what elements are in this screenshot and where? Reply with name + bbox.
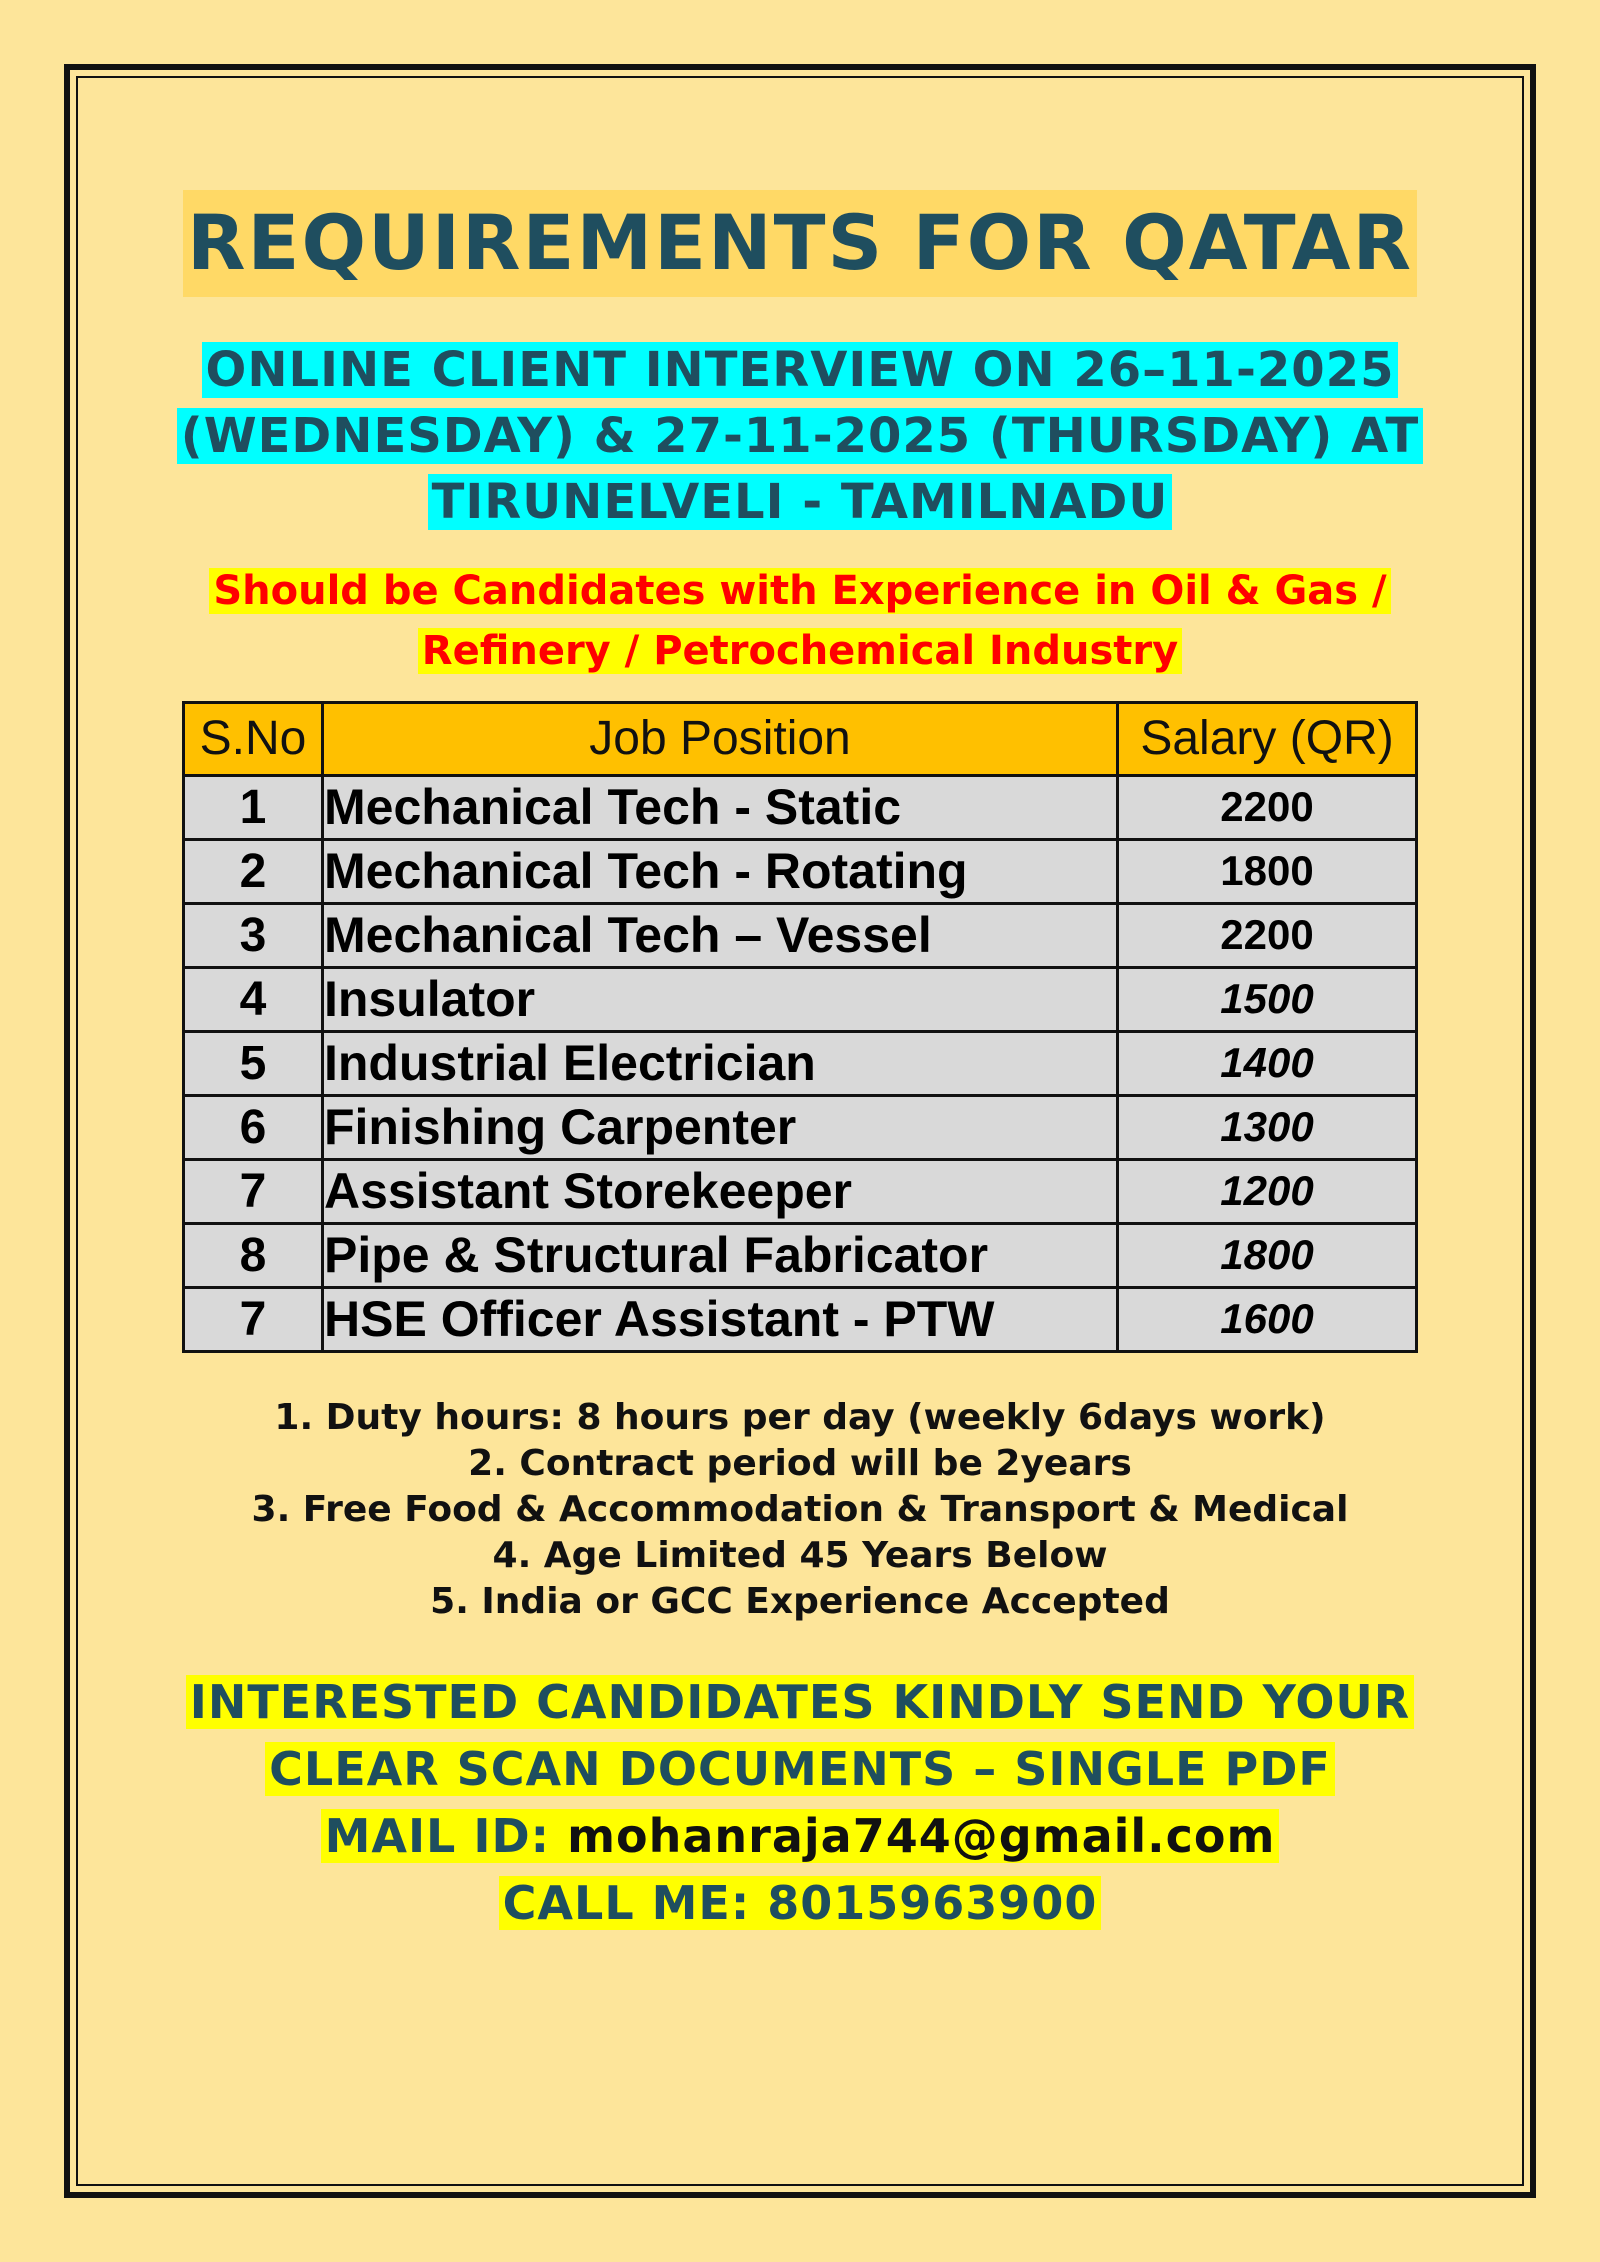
row-sno: 8: [184, 1223, 323, 1287]
mail-address-link[interactable]: mohanraja744@gmail.com: [567, 1808, 1276, 1863]
row-salary: 1600: [1118, 1287, 1417, 1351]
header-salary: Salary (QR): [1118, 702, 1417, 775]
experience-requirement: [80, 561, 1520, 681]
terms-item: 5. India or GCC Experience Accepted: [430, 1580, 1170, 1622]
row-sno: 3: [184, 903, 323, 967]
terms-item: 3. Free Food & Accommodation & Transport & Medical: [251, 1488, 1349, 1530]
interview-line: (WEDNESDAY) & 27-11-2025 (THURSDAY) AT: [177, 408, 1424, 464]
row-position: Pipe & Structural Fabricator: [323, 1223, 1118, 1287]
row-salary: 1800: [1118, 839, 1417, 903]
row-position: Finishing Carpenter: [323, 1095, 1118, 1159]
row-salary: 1800: [1118, 1223, 1417, 1287]
row-position: Industrial Electrician: [323, 1031, 1118, 1095]
header-sno: S.No: [184, 702, 323, 775]
row-salary: 1400: [1118, 1031, 1417, 1095]
row-position: Mechanical Tech - Rotating: [323, 839, 1118, 903]
row-sno: 5: [184, 1031, 323, 1095]
terms-item: 1. Duty hours: 8 hours per day (weekly 6days work): [274, 1396, 1326, 1438]
row-position: Mechanical Tech - Static: [323, 775, 1118, 839]
contact-block: [80, 1669, 1520, 1937]
mail-line: [321, 1809, 1280, 1863]
title-block: [80, 190, 1520, 297]
table-row: [184, 1031, 1417, 1095]
experience-line: Should be Candidates with Experience in Oil & Gas /: [209, 568, 1390, 614]
row-sno: 2: [184, 839, 323, 903]
interview-line: TIRUNELVELI - TAMILNADU: [428, 474, 1173, 530]
row-sno: 4: [184, 967, 323, 1031]
row-salary: 1300: [1118, 1095, 1417, 1159]
row-position: HSE Officer Assistant - PTW: [323, 1287, 1118, 1351]
row-sno: 7: [184, 1287, 323, 1351]
table-row: [184, 903, 1417, 967]
row-sno: 7: [184, 1159, 323, 1223]
page-title: REQUIREMENTS FOR QATAR: [183, 190, 1417, 297]
terms-item: 4. Age Limited 45 Years Below: [492, 1534, 1108, 1576]
mail-label: MAIL ID:: [324, 1808, 568, 1863]
header-position: Job Position: [323, 702, 1118, 775]
flyer-content: [80, 80, 1520, 1937]
row-sno: 1: [184, 775, 323, 839]
table-row: [184, 967, 1417, 1031]
interview-line: ONLINE CLIENT INTERVIEW ON 26–11-2025: [202, 342, 1399, 398]
table-row: [184, 1159, 1417, 1223]
experience-line: Refinery / Petrochemical Industry: [418, 628, 1182, 674]
table-row: [184, 775, 1417, 839]
table-row: [184, 1287, 1417, 1351]
row-sno: 6: [184, 1095, 323, 1159]
phone-line[interactable]: CALL ME: 8015963900: [499, 1876, 1102, 1930]
cta-line: CLEAR SCAN DOCUMENTS – SINGLE PDF: [265, 1742, 1335, 1796]
interview-info: [80, 337, 1520, 535]
row-position: Mechanical Tech – Vessel: [323, 903, 1118, 967]
table-row: [184, 1095, 1417, 1159]
cta-line: INTERESTED CANDIDATES KINDLY SEND YOUR: [186, 1675, 1414, 1729]
row-salary: 1200: [1118, 1159, 1417, 1223]
row-position: Assistant Storekeeper: [323, 1159, 1118, 1223]
table-row: [184, 839, 1417, 903]
row-salary: 1500: [1118, 967, 1417, 1031]
terms-item: 2. Contract period will be 2years: [468, 1442, 1132, 1484]
table-row: [184, 1223, 1417, 1287]
terms-list: [80, 1395, 1520, 1625]
row-salary: 2200: [1118, 775, 1417, 839]
job-table: [182, 701, 1418, 1353]
table-header-row: [184, 702, 1417, 775]
row-position: Insulator: [323, 967, 1118, 1031]
row-salary: 2200: [1118, 903, 1417, 967]
